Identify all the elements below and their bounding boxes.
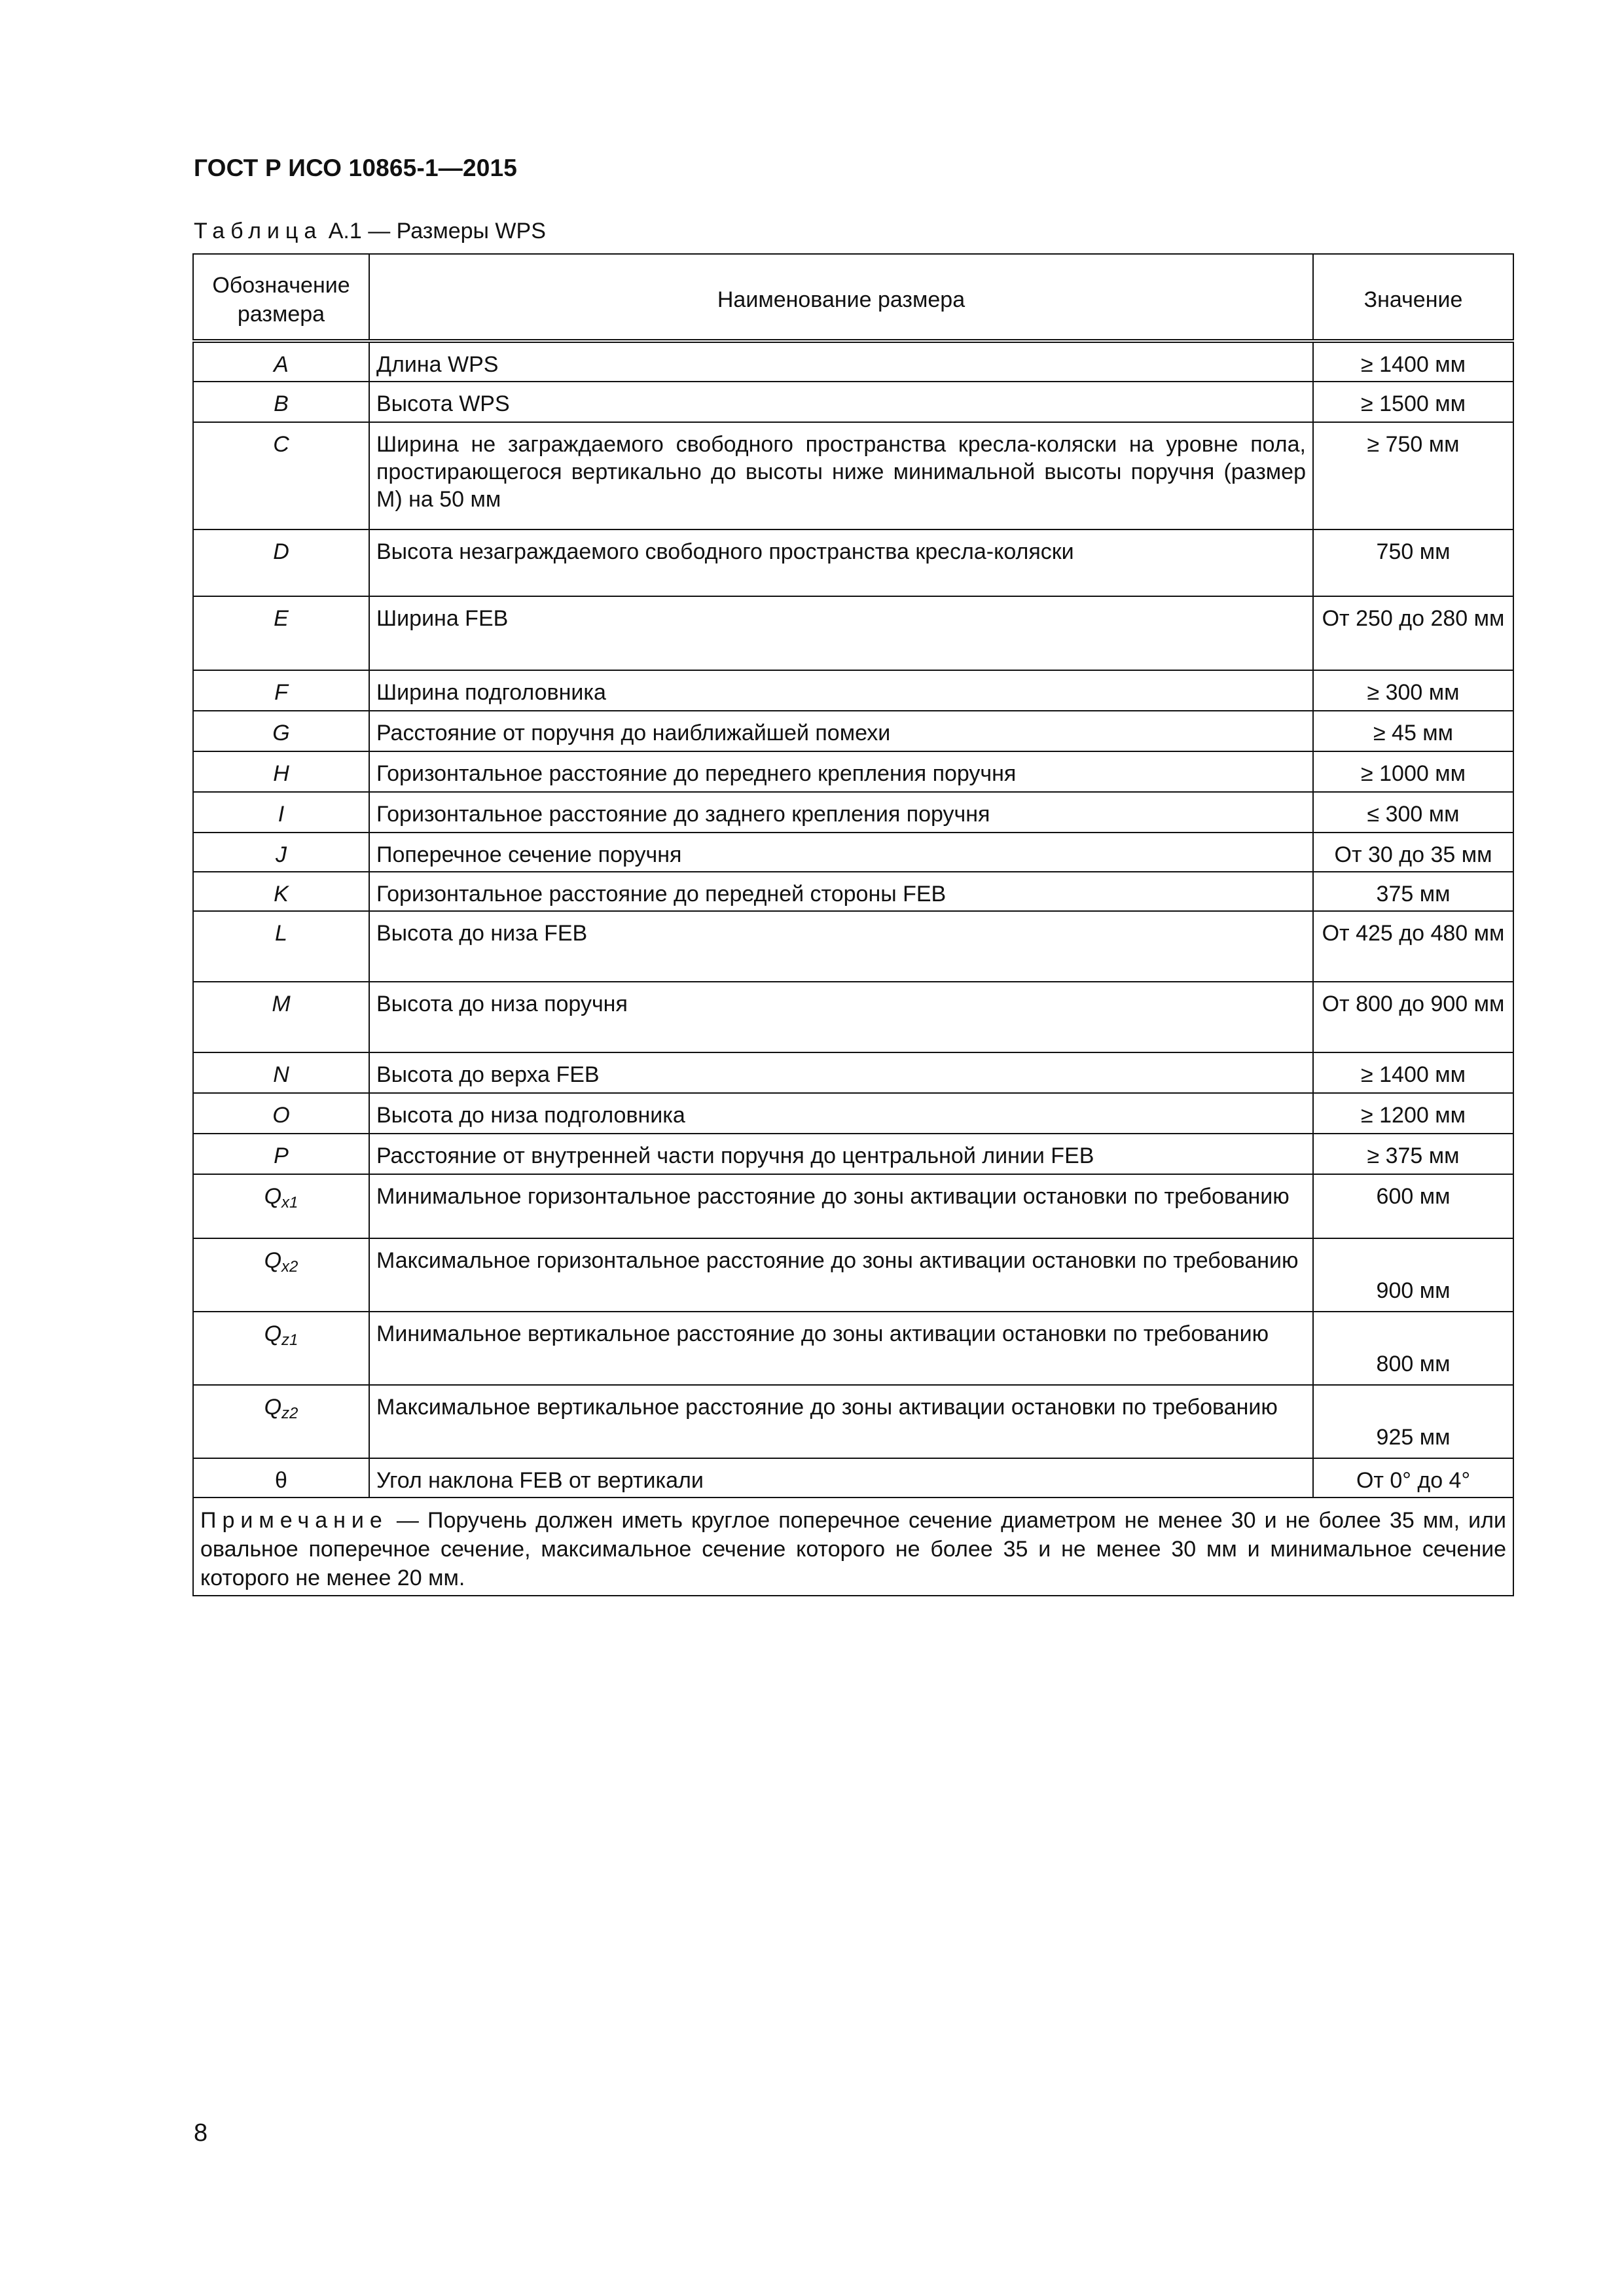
row-value: 900 мм (1313, 1238, 1513, 1312)
table-row (193, 833, 1513, 872)
row-name: Горизонтальное расстояние до заднего крепления поручня (369, 792, 1313, 833)
row-name: Высота до низа FEB (369, 911, 1313, 982)
row-symbol: C (193, 422, 369, 529)
dimensions-table (192, 253, 1514, 1596)
header-symbol: Обозначение размера (193, 254, 369, 341)
table-caption-label: Таблица (194, 219, 323, 243)
note-text: — Поручень должен иметь круглое поперечное сечение диаметром не менее 30 и не более 35 мм, или овальное поперечное сечение, максимальное сечение которого не более 35 и не менее 30 мм и минимальное сечение которого не менее 20 мм. (200, 1508, 1506, 1590)
row-value: 600 мм (1313, 1174, 1513, 1238)
row-name: Высота незаграждаемого свободного пространства кресла-коляски (369, 529, 1313, 596)
table-row (193, 341, 1513, 382)
row-name: Высота до верха FEB (369, 1052, 1313, 1093)
row-name: Высота до низа подголовника (369, 1093, 1313, 1134)
row-value: От 0° до 4° (1313, 1458, 1513, 1498)
table-row (193, 911, 1513, 982)
row-symbol: M (193, 982, 369, 1052)
row-name: Горизонтальное расстояние до передней стороны FEB (369, 872, 1313, 911)
row-name: Максимальное вертикальное расстояние до зоны активации остановки по требованию (369, 1385, 1313, 1458)
row-symbol-main: Q (264, 1395, 282, 1420)
row-value: От 250 до 280 мм (1313, 596, 1513, 670)
row-symbol-main: Q (264, 1248, 282, 1273)
row-symbol: H (193, 751, 369, 792)
row-value: 800 мм (1313, 1312, 1513, 1385)
row-name: Горизонтальное расстояние до переднего крепления поручня (369, 751, 1313, 792)
row-value: От 30 до 35 мм (1313, 833, 1513, 872)
row-value: От 425 до 480 мм (1313, 911, 1513, 982)
row-symbol-sub: z2 (281, 1405, 298, 1422)
row-name: Поперечное сечение поручня (369, 833, 1313, 872)
row-symbol: A (193, 341, 369, 382)
table-row (193, 792, 1513, 833)
table-note-row (193, 1498, 1513, 1596)
row-name: Расстояние от поручня до наиближайшей помехи (369, 711, 1313, 751)
table-row (193, 751, 1513, 792)
table-row (193, 670, 1513, 711)
row-name: Длина WPS (369, 341, 1313, 382)
table-row (193, 982, 1513, 1052)
note-label: Примечание (200, 1508, 388, 1533)
row-value: ≤ 300 мм (1313, 792, 1513, 833)
row-value: ≥ 375 мм (1313, 1134, 1513, 1174)
table-row (193, 1174, 1513, 1238)
row-value: 925 мм (1313, 1385, 1513, 1458)
row-value: ≥ 750 мм (1313, 422, 1513, 529)
row-symbol (193, 1174, 369, 1238)
row-value: ≥ 1400 мм (1313, 341, 1513, 382)
header-value: Значение (1313, 254, 1513, 341)
table-row (193, 1385, 1513, 1458)
table-caption (194, 219, 546, 244)
table-row (193, 711, 1513, 751)
row-value: ≥ 45 мм (1313, 711, 1513, 751)
table-row (193, 1093, 1513, 1134)
row-symbol: J (193, 833, 369, 872)
row-symbol: D (193, 529, 369, 596)
table-row (193, 1134, 1513, 1174)
row-symbol: E (193, 596, 369, 670)
row-value: ≥ 1400 мм (1313, 1052, 1513, 1093)
row-symbol: L (193, 911, 369, 982)
table-row (193, 1312, 1513, 1385)
row-symbol: F (193, 670, 369, 711)
row-name: Угол наклона FEB от вертикали (369, 1458, 1313, 1498)
document-header: ГОСТ Р ИСО 10865-1—2015 (194, 154, 518, 181)
page-number: 8 (194, 2119, 208, 2147)
header-name: Наименование размера (369, 254, 1313, 341)
row-value: ≥ 1000 мм (1313, 751, 1513, 792)
row-symbol: N (193, 1052, 369, 1093)
row-value: ≥ 300 мм (1313, 670, 1513, 711)
row-value: ≥ 1500 мм (1313, 382, 1513, 422)
row-symbol-sub: x2 (281, 1258, 298, 1276)
table-row (193, 1458, 1513, 1498)
row-symbol: θ (193, 1458, 369, 1498)
row-name: Высота WPS (369, 382, 1313, 422)
row-symbol: K (193, 872, 369, 911)
table-row (193, 596, 1513, 670)
row-symbol (193, 1385, 369, 1458)
row-symbol: I (193, 792, 369, 833)
row-symbol (193, 1312, 369, 1385)
table-row (193, 382, 1513, 422)
row-symbol: G (193, 711, 369, 751)
table-caption-text: А.1 — Размеры WPS (322, 219, 546, 243)
row-symbol-sub: x1 (281, 1194, 298, 1211)
row-value: 375 мм (1313, 872, 1513, 911)
row-value: ≥ 1200 мм (1313, 1093, 1513, 1134)
table-row (193, 872, 1513, 911)
row-symbol: O (193, 1093, 369, 1134)
row-name: Ширина не заграждаемого свободного пространства кресла-коляски на уровне пола, простирающегося вертикально до высоты ниже минимальной высоты поручня (размер M) на 50 мм (369, 422, 1313, 529)
row-value: 750 мм (1313, 529, 1513, 596)
table-row (193, 1238, 1513, 1312)
row-name: Расстояние от внутренней части поручня до центральной линии FEB (369, 1134, 1313, 1174)
table-header-row (193, 254, 1513, 341)
row-name: Максимальное горизонтальное расстояние до зоны активации остановки по требованию (369, 1238, 1313, 1312)
table-row (193, 529, 1513, 596)
row-symbol (193, 1238, 369, 1312)
row-symbol-sub: z1 (281, 1331, 298, 1349)
row-symbol: B (193, 382, 369, 422)
row-name: Минимальное горизонтальное расстояние до зоны активации остановки по требованию (369, 1174, 1313, 1238)
row-symbol-main: Q (264, 1184, 282, 1209)
row-symbol: P (193, 1134, 369, 1174)
table-row (193, 422, 1513, 529)
row-name: Ширина подголовника (369, 670, 1313, 711)
row-value: От 800 до 900 мм (1313, 982, 1513, 1052)
row-symbol-main: Q (264, 1321, 282, 1346)
table-note (193, 1498, 1513, 1596)
row-name: Высота до низа поручня (369, 982, 1313, 1052)
table-row (193, 1052, 1513, 1093)
row-name: Ширина FEB (369, 596, 1313, 670)
row-name: Минимальное вертикальное расстояние до зоны активации остановки по требованию (369, 1312, 1313, 1385)
